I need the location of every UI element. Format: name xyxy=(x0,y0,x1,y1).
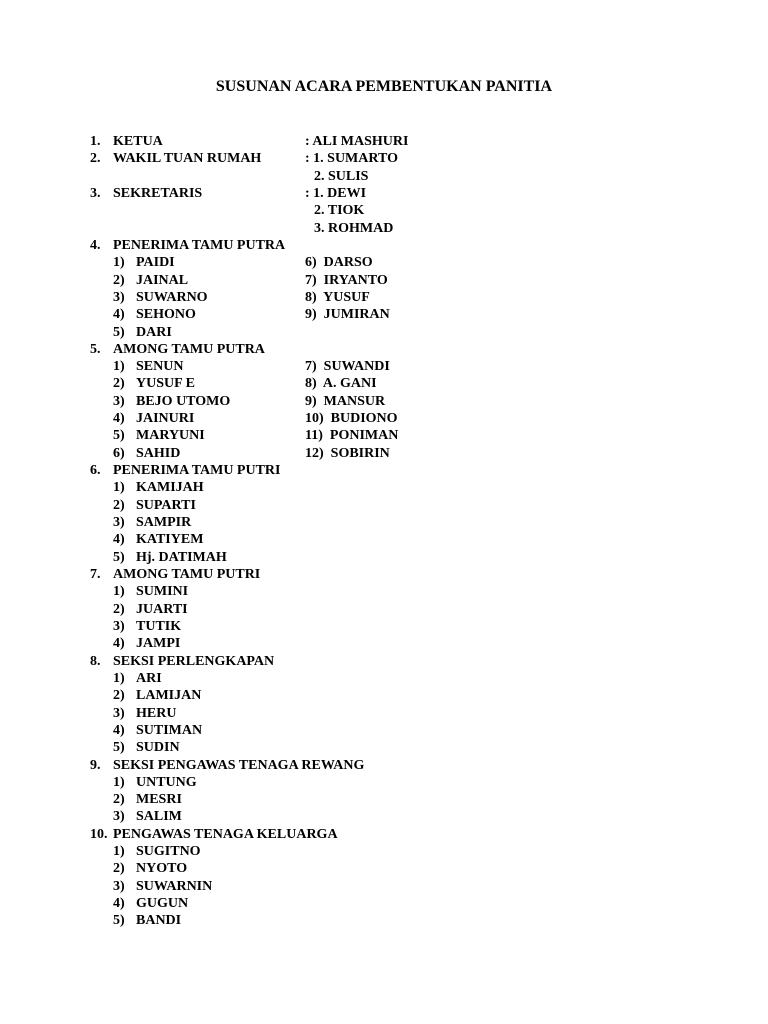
member-name: JUARTI xyxy=(136,601,188,617)
member-entry-col2: 11) PONIMAN xyxy=(305,428,399,444)
member-name: BEJO UTOMO xyxy=(136,393,231,409)
item-label: AMONG TAMU PUTRI xyxy=(113,567,261,582)
member-number: 3) xyxy=(113,809,125,825)
member-name: SENUN xyxy=(136,359,184,375)
member-number: 5) xyxy=(113,549,125,565)
member-name: SAMPIR xyxy=(136,515,192,531)
member-number: 5) xyxy=(113,428,125,444)
member-entry-col2: 9) MANSUR xyxy=(305,393,386,409)
member-number: 4) xyxy=(113,896,125,912)
member-number: 3) xyxy=(113,618,125,634)
member-number: 2) xyxy=(113,861,125,877)
member-entry-col2: 9) JUMIRAN xyxy=(305,307,390,323)
member-name: UNTUNG xyxy=(136,774,197,790)
item-label: AMONG TAMU PUTRA xyxy=(113,341,265,357)
member-number: 4) xyxy=(113,636,125,652)
member-name: SUTIMAN xyxy=(136,722,203,738)
item-number: 4. xyxy=(90,237,101,253)
member-number: 4) xyxy=(113,411,125,427)
member-name: MESRI xyxy=(136,792,182,808)
member-number: 1) xyxy=(113,255,125,271)
member-name: SUPARTI xyxy=(136,497,196,513)
item-value: : 1. DEWI xyxy=(305,185,367,201)
item-number: 2. xyxy=(90,151,101,167)
member-number: 5) xyxy=(113,913,125,929)
item-number: 7. xyxy=(90,567,101,582)
member-name: SEHONO xyxy=(136,307,196,323)
member-number: 1) xyxy=(113,844,125,860)
member-name: SUWARNO xyxy=(136,289,208,305)
member-name: PAIDI xyxy=(136,255,175,271)
member-number: 5) xyxy=(113,740,125,756)
member-number: 1) xyxy=(113,480,125,496)
member-number: 2) xyxy=(113,272,125,288)
member-name: KATIYEM xyxy=(136,532,204,548)
item-number: 9. xyxy=(90,757,101,773)
member-name: HERU xyxy=(136,705,177,721)
member-number: 4) xyxy=(113,532,125,548)
item-number: 8. xyxy=(90,653,101,669)
member-name: ARI xyxy=(136,670,162,686)
member-name: JAINAL xyxy=(136,272,189,288)
member-entry-col2: 7) SUWANDI xyxy=(305,359,390,375)
member-number: 2) xyxy=(113,376,125,392)
item-label: WAKIL TUAN RUMAH xyxy=(113,151,262,167)
item-number: 10. xyxy=(90,826,108,842)
item-label: SEKRETARIS xyxy=(113,185,203,201)
member-number: 3) xyxy=(113,515,125,531)
member-entry-col2: 10) BUDIONO xyxy=(305,411,398,427)
item-number: 6. xyxy=(90,463,101,479)
member-number: 5) xyxy=(113,324,125,340)
item-label: PENERIMA TAMU PUTRA xyxy=(113,237,286,253)
item-label: PENERIMA TAMU PUTRI xyxy=(113,463,281,479)
member-name: JAMPI xyxy=(136,636,181,652)
member-number: 2) xyxy=(113,601,125,617)
member-name: SUWARNIN xyxy=(136,878,213,894)
item-number: 1. xyxy=(90,134,101,149)
member-number: 2) xyxy=(113,688,125,704)
member-number: 1) xyxy=(113,584,125,600)
item-label: SEKSI PERLENGKAPAN xyxy=(113,653,275,669)
item-value: : ALI MASHURI xyxy=(305,134,409,149)
member-entry-col2: 7) IRYANTO xyxy=(305,272,388,288)
item-label: PENGAWAS TENAGA KELUARGA xyxy=(113,826,338,842)
item-value: : 1. SUMARTO xyxy=(305,151,398,167)
member-name: SALIM xyxy=(136,809,182,825)
item-label: SEKSI PENGAWAS TENAGA REWANG xyxy=(113,757,365,773)
member-entry-col2: 8) A. GANI xyxy=(305,376,377,392)
member-number: 3) xyxy=(113,705,125,721)
item-value: 2. SULIS xyxy=(314,168,369,184)
member-number: 1) xyxy=(113,359,125,375)
member-name: Hj. DATIMAH xyxy=(136,549,227,565)
member-name: YUSUF E xyxy=(136,376,195,392)
member-number: 2) xyxy=(113,792,125,808)
member-name: GUGUN xyxy=(136,896,189,912)
member-name: SUDIN xyxy=(136,740,180,756)
member-name: KAMIJAH xyxy=(136,480,204,496)
member-number: 1) xyxy=(113,774,125,790)
member-number: 3) xyxy=(113,289,125,305)
item-value: 2. TIOK xyxy=(314,203,365,219)
member-number: 3) xyxy=(113,878,125,894)
member-number: 4) xyxy=(113,307,125,323)
member-entry-col2: 8) YUSUF xyxy=(305,289,370,305)
member-entry-col2: 6) DARSO xyxy=(305,255,373,271)
member-name: SAHID xyxy=(136,445,181,461)
member-name: BANDI xyxy=(136,913,182,929)
member-number: 3) xyxy=(113,393,125,409)
member-name: NYOTO xyxy=(136,861,188,877)
document-title: SUSUNAN ACARA PEMBENTUKAN PANITIA xyxy=(215,78,553,95)
member-name: JAINURI xyxy=(136,411,195,427)
item-number: 3. xyxy=(90,185,101,201)
member-name: TUTIK xyxy=(136,618,182,634)
member-number: 4) xyxy=(113,722,125,738)
item-number: 5. xyxy=(90,341,101,357)
member-number: 6) xyxy=(113,445,125,461)
member-name: SUGITNO xyxy=(136,844,201,860)
item-label: KETUA xyxy=(113,134,163,149)
member-name: MARYUNI xyxy=(136,428,205,444)
item-value: 3. ROHMAD xyxy=(314,220,394,236)
member-name: LAMIJAN xyxy=(136,688,202,704)
member-name: DARI xyxy=(136,324,172,340)
member-number: 2) xyxy=(113,497,125,513)
member-name: SUMINI xyxy=(136,584,189,600)
member-entry-col2: 12) SOBIRIN xyxy=(305,445,390,461)
member-number: 1) xyxy=(113,670,125,686)
